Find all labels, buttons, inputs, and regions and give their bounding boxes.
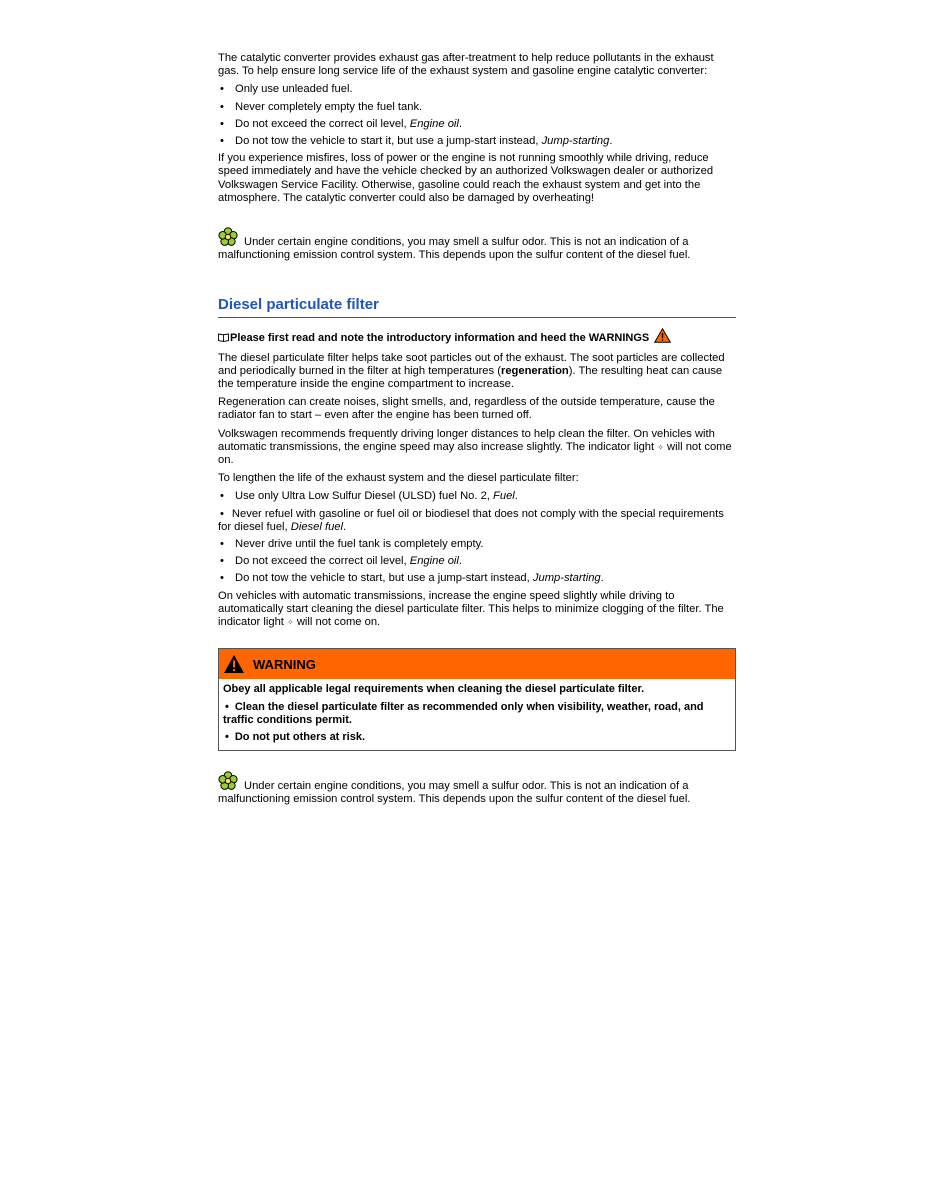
bullet-icon: • <box>225 730 229 743</box>
dpf-paragraph-5: On vehicles with automatic transmissions, increase the engine speed slightly while driving to automatically start cleaning the diesel particulate filter. This helps to minimize clogging of the filter. The indicator light ✧ will not come on. <box>218 589 724 629</box>
diesel-fuel-link[interactable]: Diesel fuel <box>290 520 343 533</box>
list-item: • Do not exceed the correct oil level, Engine oil. <box>220 117 462 130</box>
flower-note-icon <box>218 771 238 791</box>
fuel-link[interactable]: Fuel <box>493 490 515 503</box>
dpf-paragraph-3: Volkswagen recommends frequently driving longer distances to help clean the filter. On vehicles with automatic transmissions, the engine speed may also increase slightly. The indicator light ✧ will not come on. <box>218 427 732 467</box>
dpf-indicator-icon: ✧ <box>287 618 294 628</box>
warning-header <box>219 649 735 679</box>
dpf-paragraph-4: To lengthen the life of the exhaust system and the diesel particulate filter: <box>218 472 579 485</box>
engine-oil-link[interactable]: Engine oil <box>409 555 459 568</box>
warning-bullet: • Clean the diesel particulate filter as recommended only when visibility, weather, road, and traffic conditions permit. <box>223 700 704 726</box>
bullet-icon: • <box>225 700 229 713</box>
bullet-icon: • <box>220 83 224 96</box>
bullet-icon: • <box>220 117 224 130</box>
list-item: • Never completely empty the fuel tank. <box>220 100 423 113</box>
bullet-icon: • <box>220 100 224 113</box>
dpf-paragraph-1: The diesel particulate filter helps take soot particles out of the exhaust. The soot particles are collected and periodically burned in the filter at high temperatures (regeneration). The resulting heat can cause the temperature inside the engine compartment to increase. <box>218 351 725 391</box>
jump-starting-link[interactable]: Jump-starting <box>532 572 601 585</box>
sulfur-note: Under certain engine conditions, you may smell a sulfur odor. This is not an indication of a malfunctioning emission control system. This depends upon the sulfur content of the diesel fuel. <box>218 227 736 262</box>
warning-body <box>219 679 735 750</box>
bullet-icon: • <box>220 572 224 585</box>
warning-triangle-icon <box>654 328 671 343</box>
list-item: • Do not tow the vehicle to start it, but use a jump-start instead, Jump-starting. <box>220 135 613 148</box>
jump-starting-link[interactable]: Jump-starting <box>541 135 610 148</box>
warning-line: Obey all applicable legal requirements when cleaning the diesel particulate filter. <box>223 683 645 696</box>
warning-title: WARNING <box>253 656 316 672</box>
dpf-bullet-list-wrapped <box>218 508 736 534</box>
book-icon <box>218 333 229 342</box>
sulfur-note: Under certain engine conditions, you may smell a sulfur odor. This is not an indication of a malfunctioning emission control system. This depends upon the sulfur content of the diesel fuel. <box>218 771 736 806</box>
list-item: • Never refuel with gasoline or fuel oil or biodiesel that does not comply with the special requirements for diesel fuel, Diesel fuel. <box>218 507 724 533</box>
warning-box <box>218 648 736 751</box>
warning-bullet: • Do not put others at risk. <box>225 730 366 743</box>
list-item: • Do not exceed the correct oil level, Engine oil. <box>220 555 462 568</box>
dpf-bullet-list-rest <box>218 538 736 586</box>
catalytic-bullet-list <box>218 83 736 148</box>
warning-triangle-icon <box>223 654 245 674</box>
bullet-icon: • <box>220 538 224 551</box>
misfire-paragraph: If you experience misfires, loss of power or the engine is not running smoothly while driving, reduce speed immediately and have the vehicle checked by an authorized Volkswagen dealer or authorized Volkswagen Service Facility. Otherwise, gasoline could reach the exhaust system and get into the atmosphere. The catalytic converter could also be damaged by overheating! <box>218 152 714 204</box>
bullet-icon: • <box>220 555 224 568</box>
flower-note-icon <box>218 227 238 247</box>
section-heading: Diesel particulate filter <box>218 296 736 318</box>
catalytic-intro: The catalytic converter provides exhaust gas after-treatment to help reduce pollutants in the exhaust gas. To help ensure long service life of the exhaust system and gasoline engine catalytic converter: <box>218 52 714 78</box>
dpf-bullet-list <box>218 490 736 503</box>
engine-oil-link[interactable]: Engine oil <box>409 117 459 130</box>
list-item: • Only use unleaded fuel. <box>220 83 353 96</box>
list-item: • Use only Ultra Low Sulfur Diesel (ULSD) fuel No. 2, Fuel. <box>220 490 518 503</box>
dpf-paragraph-2: Regeneration can create noises, slight smells, and, regardless of the outside temperature, cause the radiator fan to start – even after the engine has been turned off. <box>218 396 715 422</box>
list-item: • Do not tow the vehicle to start, but use a jump-start instead, Jump-starting. <box>220 572 604 585</box>
dpf-indicator-icon: ✧ <box>657 442 664 452</box>
page-column <box>218 52 736 807</box>
bullet-icon: • <box>220 135 224 148</box>
bullet-icon: • <box>220 490 224 503</box>
list-item: • Never drive until the fuel tank is completely empty. <box>220 538 484 551</box>
intro-read-note: Please first read and note the introductory information and heed the WARNINGS <box>218 328 736 345</box>
bullet-icon: • <box>220 507 224 520</box>
